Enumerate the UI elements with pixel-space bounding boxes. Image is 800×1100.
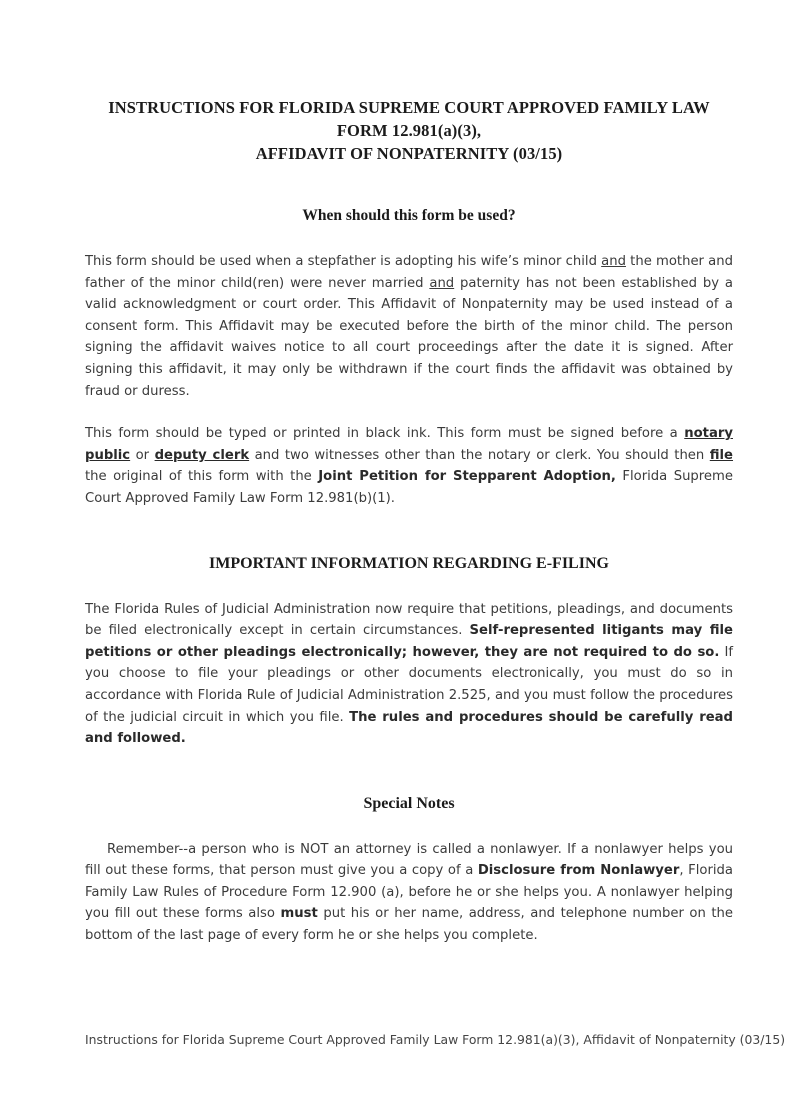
when-used-p2-part-1: This form should be typed or printed in black ink. This form must be signed before a: [85, 426, 685, 442]
section-heading-important-information-regarding-e-filing: IMPORTANT INFORMATION REGARDING E-FILING: [209, 554, 609, 572]
when-used-p2-notary-public: notary public: [85, 426, 733, 463]
special-notes-part-2: , Florida Family Law Rules of Procedure Form 12.900 (a), before he or she helps you. A nonlawyer helping you fill out these forms also: [85, 863, 733, 922]
efiling-part-1: The Florida Rules of Judicial Administration now require that petitions, pleadings, and documents be filed electronically except in certain circumstances.: [85, 601, 733, 639]
document-content: [85, 0, 733, 947]
special-notes-part-3: put his or her name, address, and telephone number on the bottom of the last page of every form he or she helps you complete.: [85, 906, 734, 944]
special-notes-bold-disclosure-from-nonlawyer: Disclosure from Nonlawyer: [477, 863, 680, 879]
when-used-p1-part-1: This form should be used when a stepfather is adopting his wife’s minor child: [85, 254, 602, 269]
when-used-paragraph-1: [85, 251, 733, 402]
when-used-p2-file: file: [709, 447, 734, 463]
efiling-paragraph: [85, 599, 733, 750]
when-used-p2-part-4: the original of this form with the: [85, 469, 319, 485]
when-used-paragraph-2: [85, 423, 733, 509]
special-notes-part-1: Remember--a person who is NOT an attorney is called a nonlawyer. If a nonlawyer helps you fill out these forms, that person must give you a copy of a: [85, 841, 733, 879]
when-used-p2-joint-petition-title: Joint Petition for Stepparent Adoption,: [318, 469, 616, 485]
when-used-p2-deputy-clerk: deputy clerk: [154, 447, 250, 463]
page-title-line-1: INSTRUCTIONS FOR FLORIDA SUPREME COURT APPROVED FAMILY LAW: [108, 98, 710, 117]
efiling-bold-rules-and-procedures: The rules and procedures should be carefully read and followed.: [85, 709, 733, 747]
when-used-p1-underline-and-2: and: [429, 275, 455, 291]
page-title-line-3: AFFIDAVIT OF NONPATERNITY (03/15): [255, 144, 563, 163]
when-used-p1-underline-and-1: and: [601, 254, 626, 269]
page-footer: Instructions for Florida Supreme Court Approved Family Law Form 12.981(a)(3), Affidavit of Nonpaternity (03/15): [85, 1032, 786, 1047]
special-notes-paragraph: [85, 839, 733, 947]
when-used-p1-part-3: paternity has not been established by a valid acknowledgment or court order. This Affidavit of Nonpaternity may be used instead of a consent form. This Affidavit may be executed before the birth of the minor child. The person signing the affidavit waives notice to all court proceedings after the date it is signed. After signing this affidavit, it may only be withdrawn if the court finds the affidavit was obtained by fraud or duress.: [85, 275, 733, 399]
section-heading-special-notes: Special Notes: [363, 794, 455, 812]
when-used-p2-part-2: or: [130, 447, 155, 463]
when-used-p2-part-5: Florida Supreme Court Approved Family Law Form 12.981(b)(1).: [85, 469, 734, 506]
when-used-p2-part-3: and two witnesses other than the notary or clerk. You should then: [249, 447, 710, 463]
page-title-line-2: FORM 12.981(a)(3),: [336, 121, 482, 140]
section-heading-when-should-this-form-be-used: When should this form be used?: [302, 207, 516, 224]
efiling-bold-self-represented: Self-represented litigants may file petitions or other pleadings electronically; however, they are not required to do so.: [85, 623, 733, 660]
page-title: [85, 0, 733, 165]
efiling-part-2: If you choose to file your pleadings or other documents electronically, you must do so in accordance with Florida Rule of Judicial Administration 2.525, and you must follow the procedures of the judicial circuit in which you file.: [85, 644, 733, 725]
special-notes-bold-must: must: [280, 906, 318, 922]
when-used-p1-part-2: the mother and father of the minor child(ren) were never married: [85, 254, 733, 291]
